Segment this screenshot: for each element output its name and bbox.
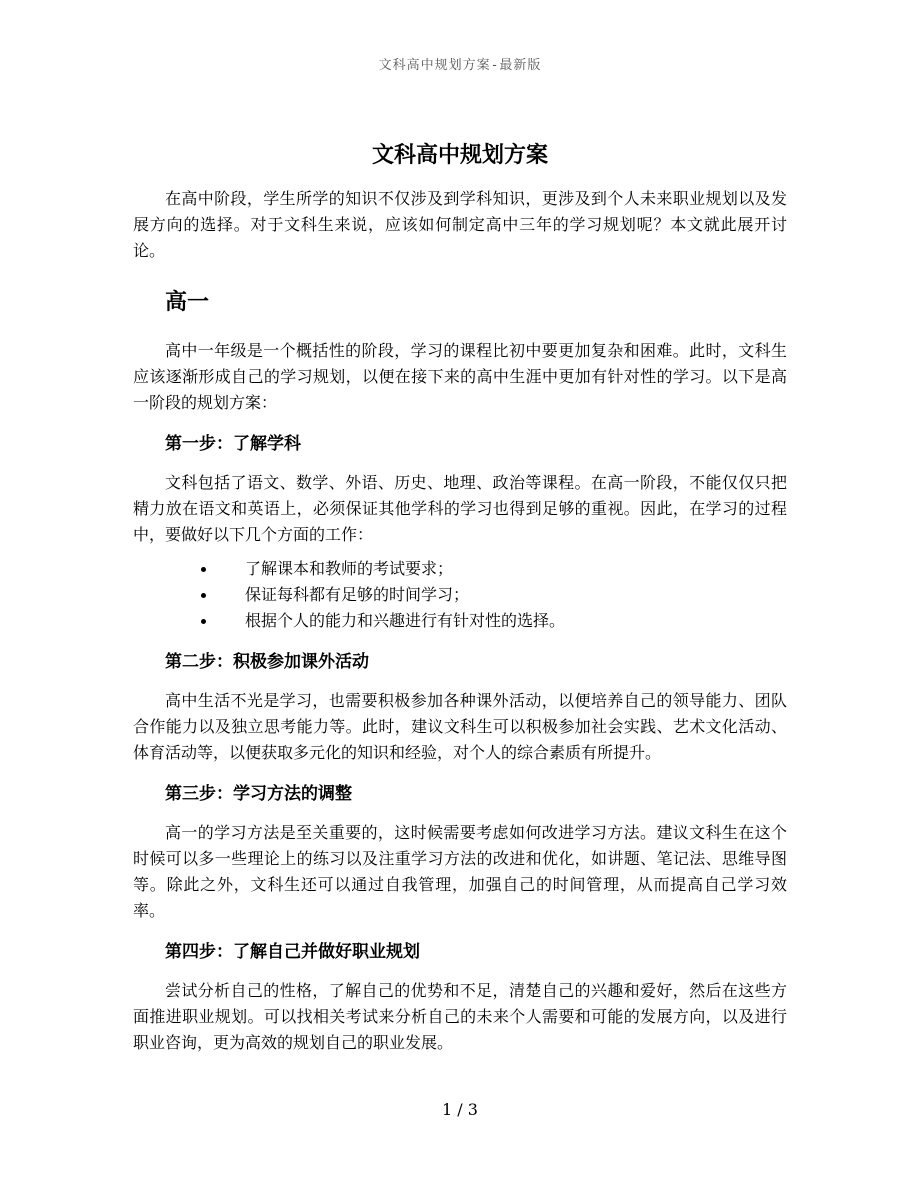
section-heading-grade-one: 高一	[165, 290, 210, 315]
page-header: 文科高中规划方案-最新版	[378, 58, 542, 73]
step-one-heading: 第一步：了解学科	[165, 434, 301, 454]
section-intro-paragraph: 高中一年级是一个概括性的阶段，学习的课程比初中要更加复杂和困难。此时，文科生应该逐渐形成自己的学习规划，以便在接下来的高中生涯中更加有针对性的学习。以下是高一阶段的规划方案：	[133, 341, 787, 412]
bullet-text: 根据个人的能力和兴趣进行有针对性的选择。	[245, 611, 566, 630]
step-four-heading: 第四步：了解自己并做好职业规划	[165, 942, 420, 962]
page-number: 1 / 3	[442, 1100, 478, 1119]
step-two-paragraph: 高中生活不光是学习，也需要积极参加各种课外活动，以便培养自己的领导能力、团队合作能力以及独立思考能力等。此时，建议文科生可以积极参加社会实践、艺术文化活动、体育活动等，以便获取多元化的知识和经验，对个人的综合素质有所提升。	[133, 691, 787, 762]
bullet-icon	[201, 619, 206, 624]
step-one-paragraph: 文科包括了语文、数学、外语、历史、地理、政治等课程。在高一阶段，不能仅仅只把精力放在语文和英语上，必须保证其他学科的学习也得到足够的重视。因此，在学习的过程中，要做好以下几个方面的工作：	[133, 473, 787, 544]
step-one-bullet-list	[133, 556, 787, 634]
step-four-paragraph: 尝试分析自己的性格，了解自己的优势和不足，清楚自己的兴趣和爱好，然后在这些方面推进职业规划。可以找相关考试来分析自己的未来个人需要和可能的发展方向，以及进行职业咨询，更为高效的规划自己的职业发展。	[133, 981, 787, 1052]
intro-paragraph: 在高中阶段，学生所学的知识不仅涉及到学科知识，更涉及到个人未来职业规划以及发展方向的选择。对于文科生来说，应该如何制定高中三年的学习规划呢？本文就此展开讨论。	[133, 189, 787, 260]
document-body	[133, 140, 787, 1056]
step-three-heading: 第三步：学习方法的调整	[165, 784, 352, 804]
bullet-item	[133, 556, 787, 582]
bullet-item	[133, 582, 787, 608]
bullet-text: 保证每科都有足够的时间学习；	[245, 585, 470, 604]
step-three-paragraph: 高一的学习方法是至关重要的，这时候需要考虑如何改进学习方法。建议文科生在这个时候可以多一些理论上的练习以及注重学习方法的改进和优化，如讲题、笔记法、思维导图等。除此之外，文科生还可以通过自我管理，加强自己的时间管理，从而提高自己学习效率。	[133, 823, 787, 920]
bullet-item	[133, 608, 787, 634]
bullet-text: 了解课本和教师的考试要求；	[245, 559, 454, 578]
bullet-icon	[201, 593, 206, 598]
step-two-heading: 第二步：积极参加课外活动	[165, 652, 369, 672]
document-title: 文科高中规划方案	[371, 143, 548, 168]
bullet-icon	[201, 567, 206, 572]
